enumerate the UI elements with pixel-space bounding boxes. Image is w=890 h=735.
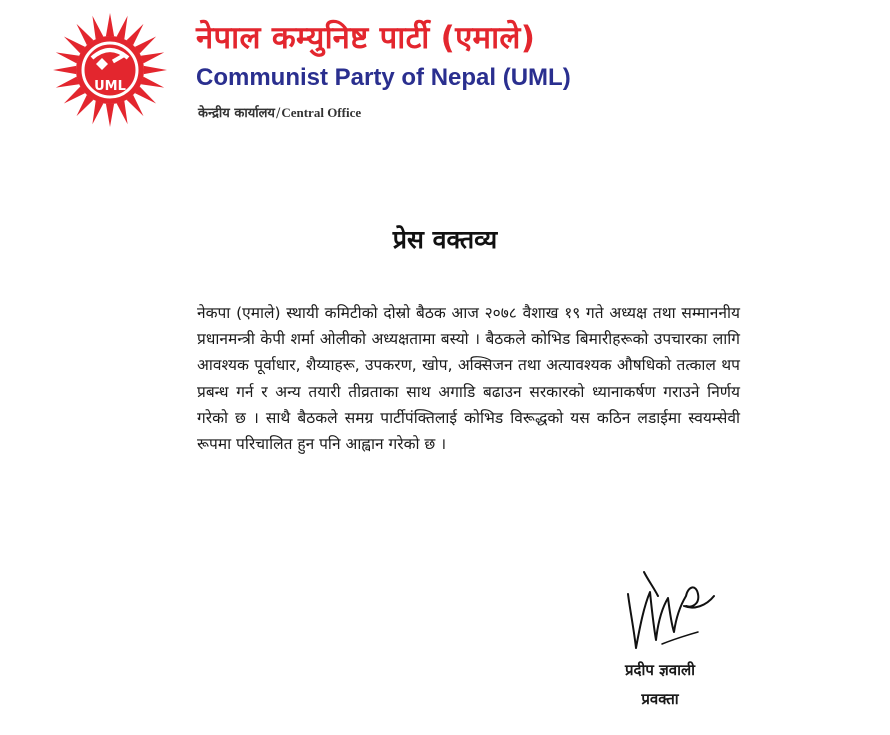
emblem-ray: [106, 13, 114, 36]
letterhead: [0, 0, 890, 140]
statement-body: नेकपा (एमाले) स्थायी कमिटीको दोस्रो बैठक आज २०७८ वैशाख १९ गते अध्यक्ष तथा सम्माननीय प्रधानमन्त्री केपी शर्मा ओलीको अध्यक्षतामा बस्यो । बैठकले कोभिड बिमारीहरूको उपचारका लागि आवश्यक पूर्वाधार, शैय्याहरू, उपकरण, खोप, अक्सिजन तथा अत्यावश्यक औषधिको तत्काल थप प्रबन्ध गर्न र अन्य तयारी तीव्रताका साथ अगाडि बढाउन सरकारको ध्यानाकर्षण गराउने निर्णय गरेको छ । साथै बैठकले समग्र पार्टीपंक्तिलाई कोभिड विरूद्धको यस कठिन लडाईमा स्वयम्सेवी रूपमा परिचालित हुन पनि आह्वान गरेको छ ।: [197, 304, 740, 454]
emblem-ray: [53, 66, 76, 74]
party-emblem-sun-icon: [52, 12, 168, 128]
signatory-name: प्रदीप ज्ञवाली: [624, 661, 696, 679]
signatory-title: प्रवक्ता: [641, 690, 679, 708]
statement-heading: प्रेस वक्तव्य: [392, 225, 498, 254]
emblem-ray: [92, 16, 103, 39]
office-label: [198, 103, 361, 121]
emblem-ray: [106, 104, 114, 127]
emblem-ray: [56, 52, 79, 63]
handwritten-signature-icon: [614, 566, 720, 656]
emblem-ray: [144, 66, 167, 74]
office-label-nepali: केन्द्रीय कार्यालय: [198, 106, 275, 121]
emblem-ray: [56, 77, 79, 88]
party-name-nepali: नेपाल कम्युनिष्ट पार्टी (एमाले): [196, 20, 536, 56]
emblem-ray: [141, 77, 164, 88]
emblem-ray: [92, 101, 103, 124]
emblem-ray: [117, 16, 128, 39]
office-label-english: Central Office: [281, 105, 362, 120]
party-name-english: Communist Party of Nepal (UML): [196, 64, 571, 91]
office-separator: /: [275, 106, 281, 121]
emblem-ray: [141, 52, 164, 63]
emblem-ray: [117, 101, 128, 124]
svg-text:UML: UML: [94, 79, 126, 94]
